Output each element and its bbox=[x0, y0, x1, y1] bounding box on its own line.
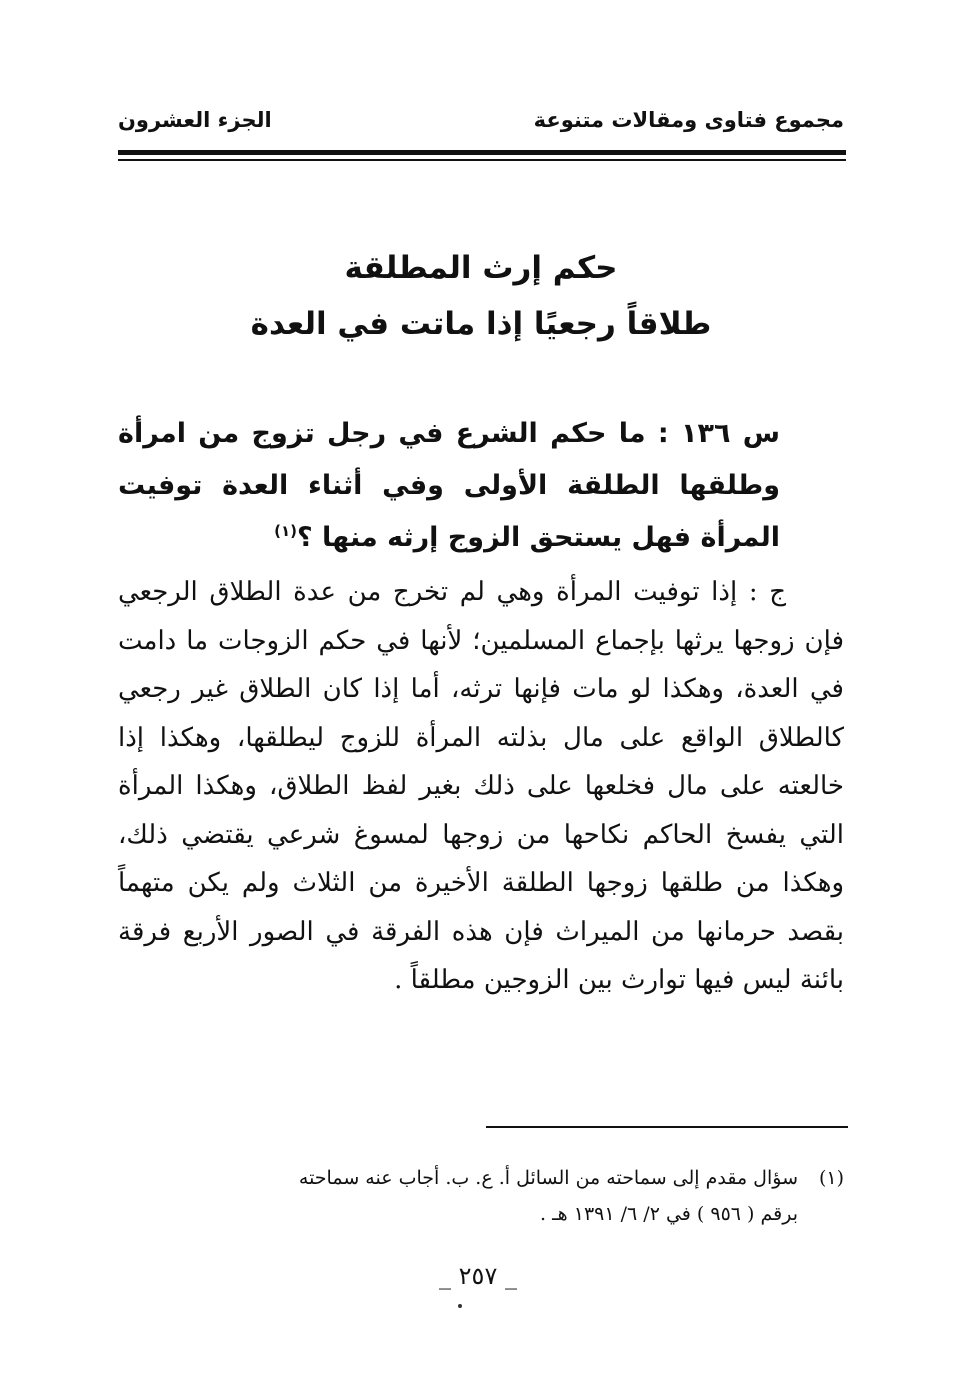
question-text: ما حكم الشرع في رجل تزوج من امرأة وطلقها الطلقة الأولى وفي أثناء العدة توفيت المرأة فهل يستحق الزوج إرثه منها ؟ bbox=[118, 418, 780, 553]
title-line-2: طلاقاً رجعيًا إذا ماتت في العدة bbox=[250, 306, 712, 342]
fatwa-title bbox=[118, 240, 844, 352]
answer-paragraph bbox=[118, 568, 844, 1005]
page-number: _ ٢٥٧ _ bbox=[439, 1262, 517, 1290]
running-header bbox=[118, 108, 844, 144]
header-rule-thick bbox=[118, 150, 846, 155]
footnote-reference[interactable]: (١) bbox=[274, 522, 297, 540]
question-label: س ١٣٦ : bbox=[657, 418, 780, 449]
question-paragraph bbox=[118, 408, 780, 564]
footnote bbox=[118, 1160, 844, 1232]
answer-label: ج : bbox=[748, 577, 787, 607]
header-rule-thin bbox=[118, 159, 846, 161]
answer-text: إذا توفيت المرأة وهي لم تخرج من عدة الطلاق الرجعي فإن زوجها يرثها بإجماع المسلمين؛ لأنها في حكم الزوجات ما دامت في العدة، وهكذا لو مات فإنها ترثه، أما إذا كان الطلاق غير رجعي كالطلاق الواقع على مال بذلته المرأة للزوج ليطلقها، وهكذا إذا خالعته على مال فخلعها على ذلك بغير لفظ الطلاق، وهكذا المرأة التي يفسخ الحاكم نكاحها من زوجها لمسوغ شرعي يقتضي ذلك، وهكذا من طلقها زوجها الطلقة الأخيرة من الثلاث ولم يكن متهماً بقصد حرمانها من الميراث فإن هذه الفرقة في الصور الأربع فرقة بائنة ليس فيها توارث بين الزوجين مطلقاً . bbox=[118, 577, 844, 995]
scan-speck bbox=[458, 1304, 462, 1308]
book-title: مجموع فتاوى ومقالات متنوعة bbox=[533, 108, 844, 132]
title-line-1: حكم إرث المطلقة bbox=[344, 250, 618, 286]
footnote-separator bbox=[486, 1126, 848, 1128]
volume-part: الجزء العشرون bbox=[118, 108, 272, 132]
footnote-line-1: سؤال مقدم إلى سماحته من السائل أ. ع. ب. أجاب عنه سماحته bbox=[298, 1167, 798, 1189]
footnote-line-2: برقم ( ٩٥٦ ) في ٢/ ٦/ ١٣٩١ هـ . bbox=[540, 1203, 798, 1225]
footnote-number: (١) bbox=[818, 1167, 844, 1189]
